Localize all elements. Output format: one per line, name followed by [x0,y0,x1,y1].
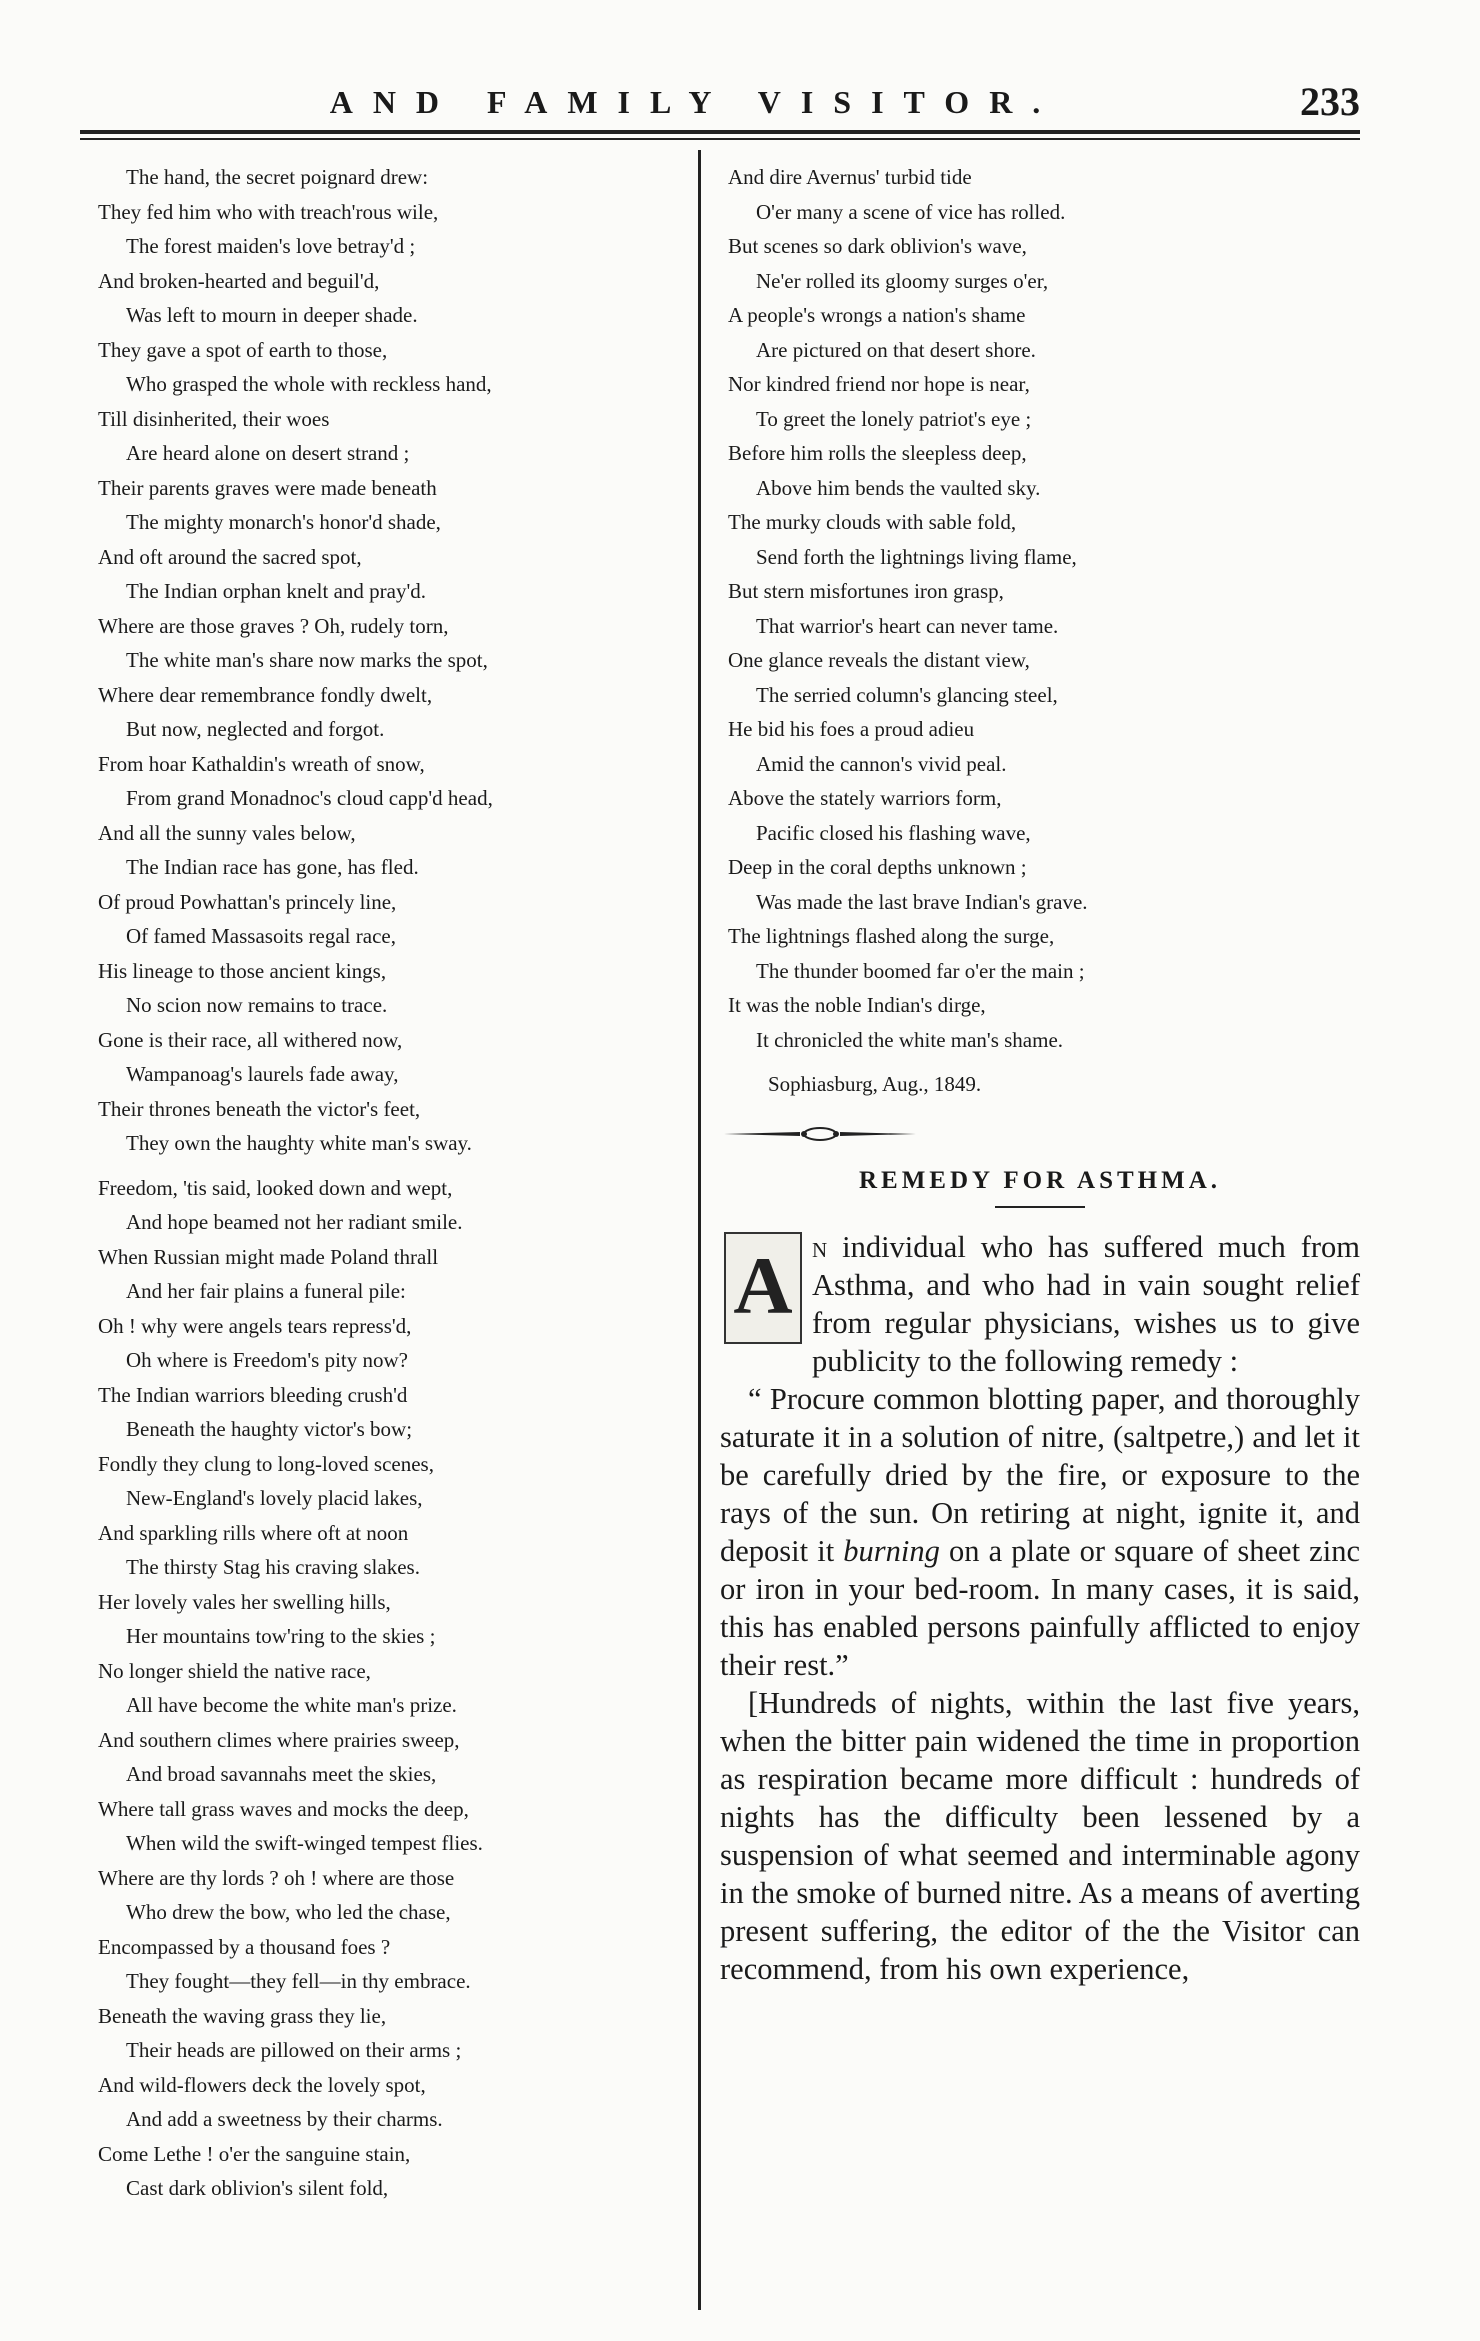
poem-line: The hand, the secret poignard drew: [126,165,429,189]
poem-line: When wild the swift-winged tempest flies. [126,1831,483,1855]
poem-line: Freedom, 'tis said, looked down and wept, [98,1175,453,1200]
poem-line: And dire Avernus' turbid tide [728,165,972,189]
poem-line: O'er many a scene of vice has rolled. [756,199,1066,224]
poem-line: Above the stately warriors form, [728,786,1002,810]
poem-line: Where are those graves ? Oh, rudely torn, [98,613,449,638]
poem-line: But stern misfortunes iron grasp, [728,579,1004,603]
poem-right [720,160,1360,1057]
poem-line: Encompassed by a thousand foes ? [98,1934,391,1959]
header-rule [80,130,1360,134]
emphasis-burning: burning [843,1534,940,1568]
poem-line: Of proud Powhattan's princely line, [98,889,397,914]
poem-line: And broken-hearted and beguil'd, [98,268,380,293]
poem-line: The serried column's glancing steel, [756,682,1058,707]
article-paragraph-1 [720,1228,1360,1380]
poem-line: Her mountains tow'ring to the skies ; [126,1624,436,1648]
poem-line: Come Lethe ! o'er the sanguine stain, [98,2141,411,2166]
poem-line: Till disinherited, their woes [98,406,330,431]
article-title: REMEDY FOR ASTHMA. [858,1167,1222,1194]
poem-line: All have become the white man's prize. [126,1693,457,1717]
article-paragraph-3 [720,1684,1360,1988]
poem-line: Amid the cannon's vivid peal. [756,751,1007,776]
poem-line: No longer shield the native race, [98,1658,371,1683]
poem-line: The murky clouds with sable fold, [728,510,1017,534]
poem-line: And southern climes where prairies sweep, [98,1727,460,1752]
poem-line: Nor kindred friend nor hope is near, [728,372,1030,396]
poem-line: The Indian race has gone, has fled. [126,855,419,879]
poem-left [90,160,685,2206]
poem-line: Where are thy lords ? oh ! where are those [98,1865,455,1890]
poem-line: Was left to mourn in deeper shade. [126,303,418,327]
paragraph-2-text-b: on a plate or square of sheet zinc or iron in your bed-room. In many cases, it is said, this has enabled persons painfully afflicted to enjoy their rest.” [720,1534,1360,1682]
right-column [720,160,1360,2310]
poem-line: Of famed Massasoits regal race, [126,924,396,948]
poem-line: The thirsty Stag his craving slakes. [126,1555,420,1579]
title-rule [995,1206,1085,1208]
poem-line: They gave a spot of earth to those, [98,337,388,362]
paragraph-3-text: [Hundreds of nights, within the last five years, when the bitter pain widened the time in proportion as respiration became more difficult : hundreds of nights has the difficulty been lessened by a suspension of what seemed and interminable agony in the smoke of burned nitre. As a means of averting present suffering, the editor of the the Visitor can recommend, from his own experience, [720,1686,1360,1986]
poem-line: The forest maiden's love betray'd ; [126,234,416,258]
poem-line: Was made the last brave Indian's grave. [756,889,1088,914]
poem-line: When Russian might made Poland thrall [98,1244,439,1269]
poem-line: Fondly they clung to long-loved scenes, [98,1451,434,1476]
page-header [80,70,1360,150]
poem-line: Gone is their race, all withered now, [98,1027,403,1052]
poem-line: New-England's lovely placid lakes, [126,1486,423,1510]
poem-line: His lineage to those ancient kings, [98,958,387,983]
poem-line: And oft around the sacred spot, [98,544,362,569]
poem-line: And add a sweetness by their charms. [126,2107,443,2131]
poem-line: Their parents graves were made beneath [98,475,437,500]
poem-line: Pacific closed his flashing wave, [756,820,1031,845]
poem-line: They own the haughty white man's sway. [126,1131,472,1155]
poem-line: Oh where is Freedom's pity now? [126,1348,408,1372]
poem-line: They fought—they fell—in thy embrace. [126,1969,471,1993]
poem-line: It was the noble Indian's dirge, [728,993,986,1017]
poem-line: Their heads are pillowed on their arms ; [126,2038,462,2062]
poem-line: Send forth the lightnings living flame, [756,544,1077,569]
poem-line: The lightnings flashed along the surge, [728,924,1055,948]
paragraph-2-text-a: “ Procure common blotting paper, and thoroughly saturate it in a solution of nitre, (saltpetre,) and let it be carefully dried by the fire, or exposure to the rays of the sun. On retiring at night, ignite it, and deposit it [720,1382,1360,1568]
poem-line: Deep in the coral depths unknown ; [728,855,1027,879]
dropcap-letter: A [733,1240,793,1331]
poem-line: Ne'er rolled its gloomy surges o'er, [756,268,1049,293]
poem-line: The mighty monarch's honor'd shade, [126,510,441,534]
lead-letters: n [812,1230,828,1264]
ornament-divider [720,1123,920,1145]
poem-line: And all the sunny vales below, [98,820,356,845]
running-head: AND FAMILY VISITOR. [329,84,1061,120]
poem-line: The white man's share now marks the spot, [126,648,488,672]
poem-signature: Sophiasburg, Aug., 1849. [768,1072,982,1096]
poem-line: Before him rolls the sleepless deep, [728,441,1027,465]
poem-line: The thunder boomed far o'er the main ; [756,958,1085,983]
page-number: 233 [1300,79,1360,124]
poem-line: Are pictured on that desert shore. [756,337,1036,362]
poem-line: Oh ! why were angels tears repress'd, [98,1313,412,1338]
poem-line: Beneath the waving grass they lie, [98,2003,387,2028]
paragraph-1-text: individual who has suffered much from Asthma, and who had in vain sought relief from regular physicians, wishes us to give publicity to the following remedy : [812,1230,1361,1378]
article-paragraph-2 [720,1380,1360,1684]
poem-line: Where tall grass waves and mocks the deep, [98,1796,469,1821]
poem-line: And sparkling rills where oft at noon [98,1520,409,1545]
poem-line: Their thrones beneath the victor's feet, [98,1096,421,1121]
dropcap-ornament [724,1232,802,1344]
poem-line: Who grasped the whole with reckless hand, [126,372,492,396]
poem-line: Are heard alone on desert strand ; [126,441,410,465]
poem-line: The Indian warriors bleeding crush'd [98,1382,408,1407]
poem-line: A people's wrongs a nation's shame [728,303,1026,327]
poem-line: It chronicled the white man's shame. [756,1027,1064,1052]
poem-line: Cast dark oblivion's silent fold, [126,2176,389,2200]
poem-line: To greet the lonely patriot's eye ; [756,406,1032,431]
poem-line: One glance reveals the distant view, [728,648,1030,672]
poem-line: Who drew the bow, who led the chase, [126,1900,451,1924]
poem-line: From hoar Kathaldin's wreath of snow, [98,751,425,776]
left-column [90,160,685,2310]
poem-line: He bid his foes a proud adieu [728,717,975,741]
poem-line: And hope beamed not her radiant smile. [126,1210,463,1234]
poem-line: And wild-flowers deck the lovely spot, [98,2072,426,2097]
poem-line: But scenes so dark oblivion's wave, [728,234,1027,258]
poem-line: Above him bends the vaulted sky. [756,475,1041,500]
poem-line: Beneath the haughty victor's bow; [126,1417,413,1441]
poem-line: They fed him who with treach'rous wile, [98,199,439,224]
poem-line: From grand Monadnoc's cloud capp'd head, [126,786,493,810]
column-divider [698,150,701,2310]
poem-line: No scion now remains to trace. [126,993,388,1017]
header-rule-thin [80,138,1360,140]
poem-line: That warrior's heart can never tame. [756,613,1059,638]
poem-line: Wampanoag's laurels fade away, [126,1062,399,1086]
poem-line: Where dear remembrance fondly dwelt, [98,682,433,707]
poem-line: Her lovely vales her swelling hills, [98,1589,391,1614]
poem-line: And broad savannahs meet the skies, [126,1762,437,1786]
poem-line: But now, neglected and forgot. [126,717,385,741]
poem-line: And her fair plains a funeral pile: [126,1279,406,1303]
poem-line: The Indian orphan knelt and pray'd. [126,579,427,603]
article-body [720,1228,1360,1988]
